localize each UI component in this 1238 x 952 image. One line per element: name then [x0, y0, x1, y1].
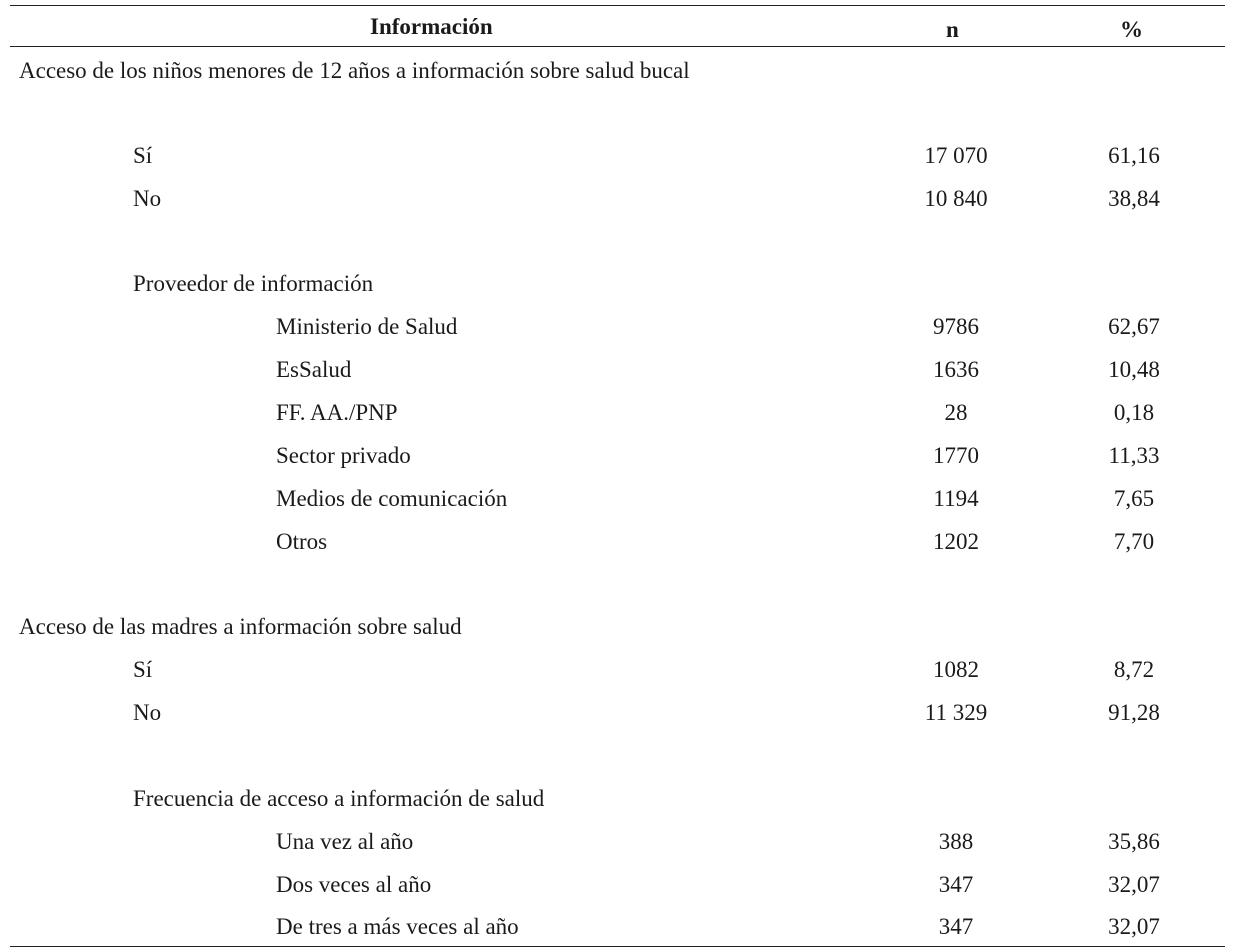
table-top-rule — [10, 5, 1225, 6]
row-n: 388 — [938, 829, 974, 854]
row-n: 11 329 — [924, 700, 988, 725]
row-percent: 35,86 — [1108, 829, 1160, 854]
table-header-rule — [10, 46, 1225, 47]
row-label: Otros — [276, 529, 328, 554]
row-percent: 0,18 — [1113, 400, 1155, 425]
table-row — [0, 698, 1238, 728]
row-n: 10 840 — [924, 186, 988, 211]
table-row — [0, 912, 1238, 942]
row-n: 347 — [938, 914, 974, 939]
row-label: Acceso de las madres a información sobre salud — [19, 614, 462, 639]
table-row — [0, 441, 1238, 471]
row-n: 347 — [938, 872, 974, 897]
row-n: 1770 — [933, 443, 979, 468]
row-label: Una vez al año — [276, 829, 414, 854]
row-percent: 62,67 — [1108, 314, 1160, 339]
row-n: 1194 — [933, 486, 979, 511]
row-percent: 7,65 — [1113, 486, 1155, 511]
table-row — [0, 484, 1238, 514]
row-label: EsSalud — [276, 357, 352, 382]
row-n: 9786 — [933, 314, 979, 339]
row-label: Sí — [133, 143, 153, 168]
row-n: 28 — [944, 400, 968, 425]
table-row — [0, 655, 1238, 685]
section-heading-row — [0, 56, 1238, 86]
row-label: Ministerio de Salud — [276, 314, 458, 339]
row-percent: 91,28 — [1108, 700, 1160, 725]
row-n: 1082 — [933, 657, 979, 682]
row-percent: 10,48 — [1108, 357, 1160, 382]
table-row — [0, 184, 1238, 214]
row-n: 1202 — [933, 529, 979, 554]
table-row — [0, 398, 1238, 428]
column-header-n: n — [946, 17, 959, 42]
row-percent: 7,70 — [1113, 529, 1155, 554]
row-label: Proveedor de información — [133, 271, 374, 296]
row-label: Sector privado — [276, 443, 411, 468]
table-row — [0, 870, 1238, 900]
row-n: 17 070 — [924, 143, 988, 168]
table-row — [0, 527, 1238, 557]
row-n: 1636 — [933, 357, 979, 382]
row-percent: 11,33 — [1108, 443, 1160, 468]
row-label: Sí — [133, 657, 153, 682]
row-label: Acceso de los niños menores de 12 años a información sobre salud bucal — [19, 58, 690, 83]
row-percent: 32,07 — [1108, 872, 1160, 897]
column-header-informacion: Información — [370, 14, 493, 39]
table-row — [0, 312, 1238, 342]
row-label: De tres a más veces al año — [276, 914, 519, 939]
row-label: No — [133, 186, 162, 211]
row-percent: 38,84 — [1108, 186, 1160, 211]
row-label: Medios de comunicación — [276, 486, 508, 511]
row-label: Frecuencia de acceso a información de salud — [133, 786, 545, 811]
row-label: FF. AA./PNP — [276, 400, 398, 425]
subsection-heading-row — [0, 784, 1238, 814]
row-percent: 8,72 — [1113, 657, 1155, 682]
table-row — [0, 827, 1238, 857]
subsection-heading-row — [0, 269, 1238, 299]
table-row — [0, 355, 1238, 385]
section-heading-row — [0, 612, 1238, 642]
column-header-percent: % — [1120, 17, 1143, 42]
row-percent: 61,16 — [1108, 143, 1160, 168]
row-label: No — [133, 700, 162, 725]
table-row — [0, 141, 1238, 171]
row-label: Dos veces al año — [276, 872, 432, 897]
table-bottom-rule — [10, 946, 1225, 947]
row-percent: 32,07 — [1108, 914, 1160, 939]
